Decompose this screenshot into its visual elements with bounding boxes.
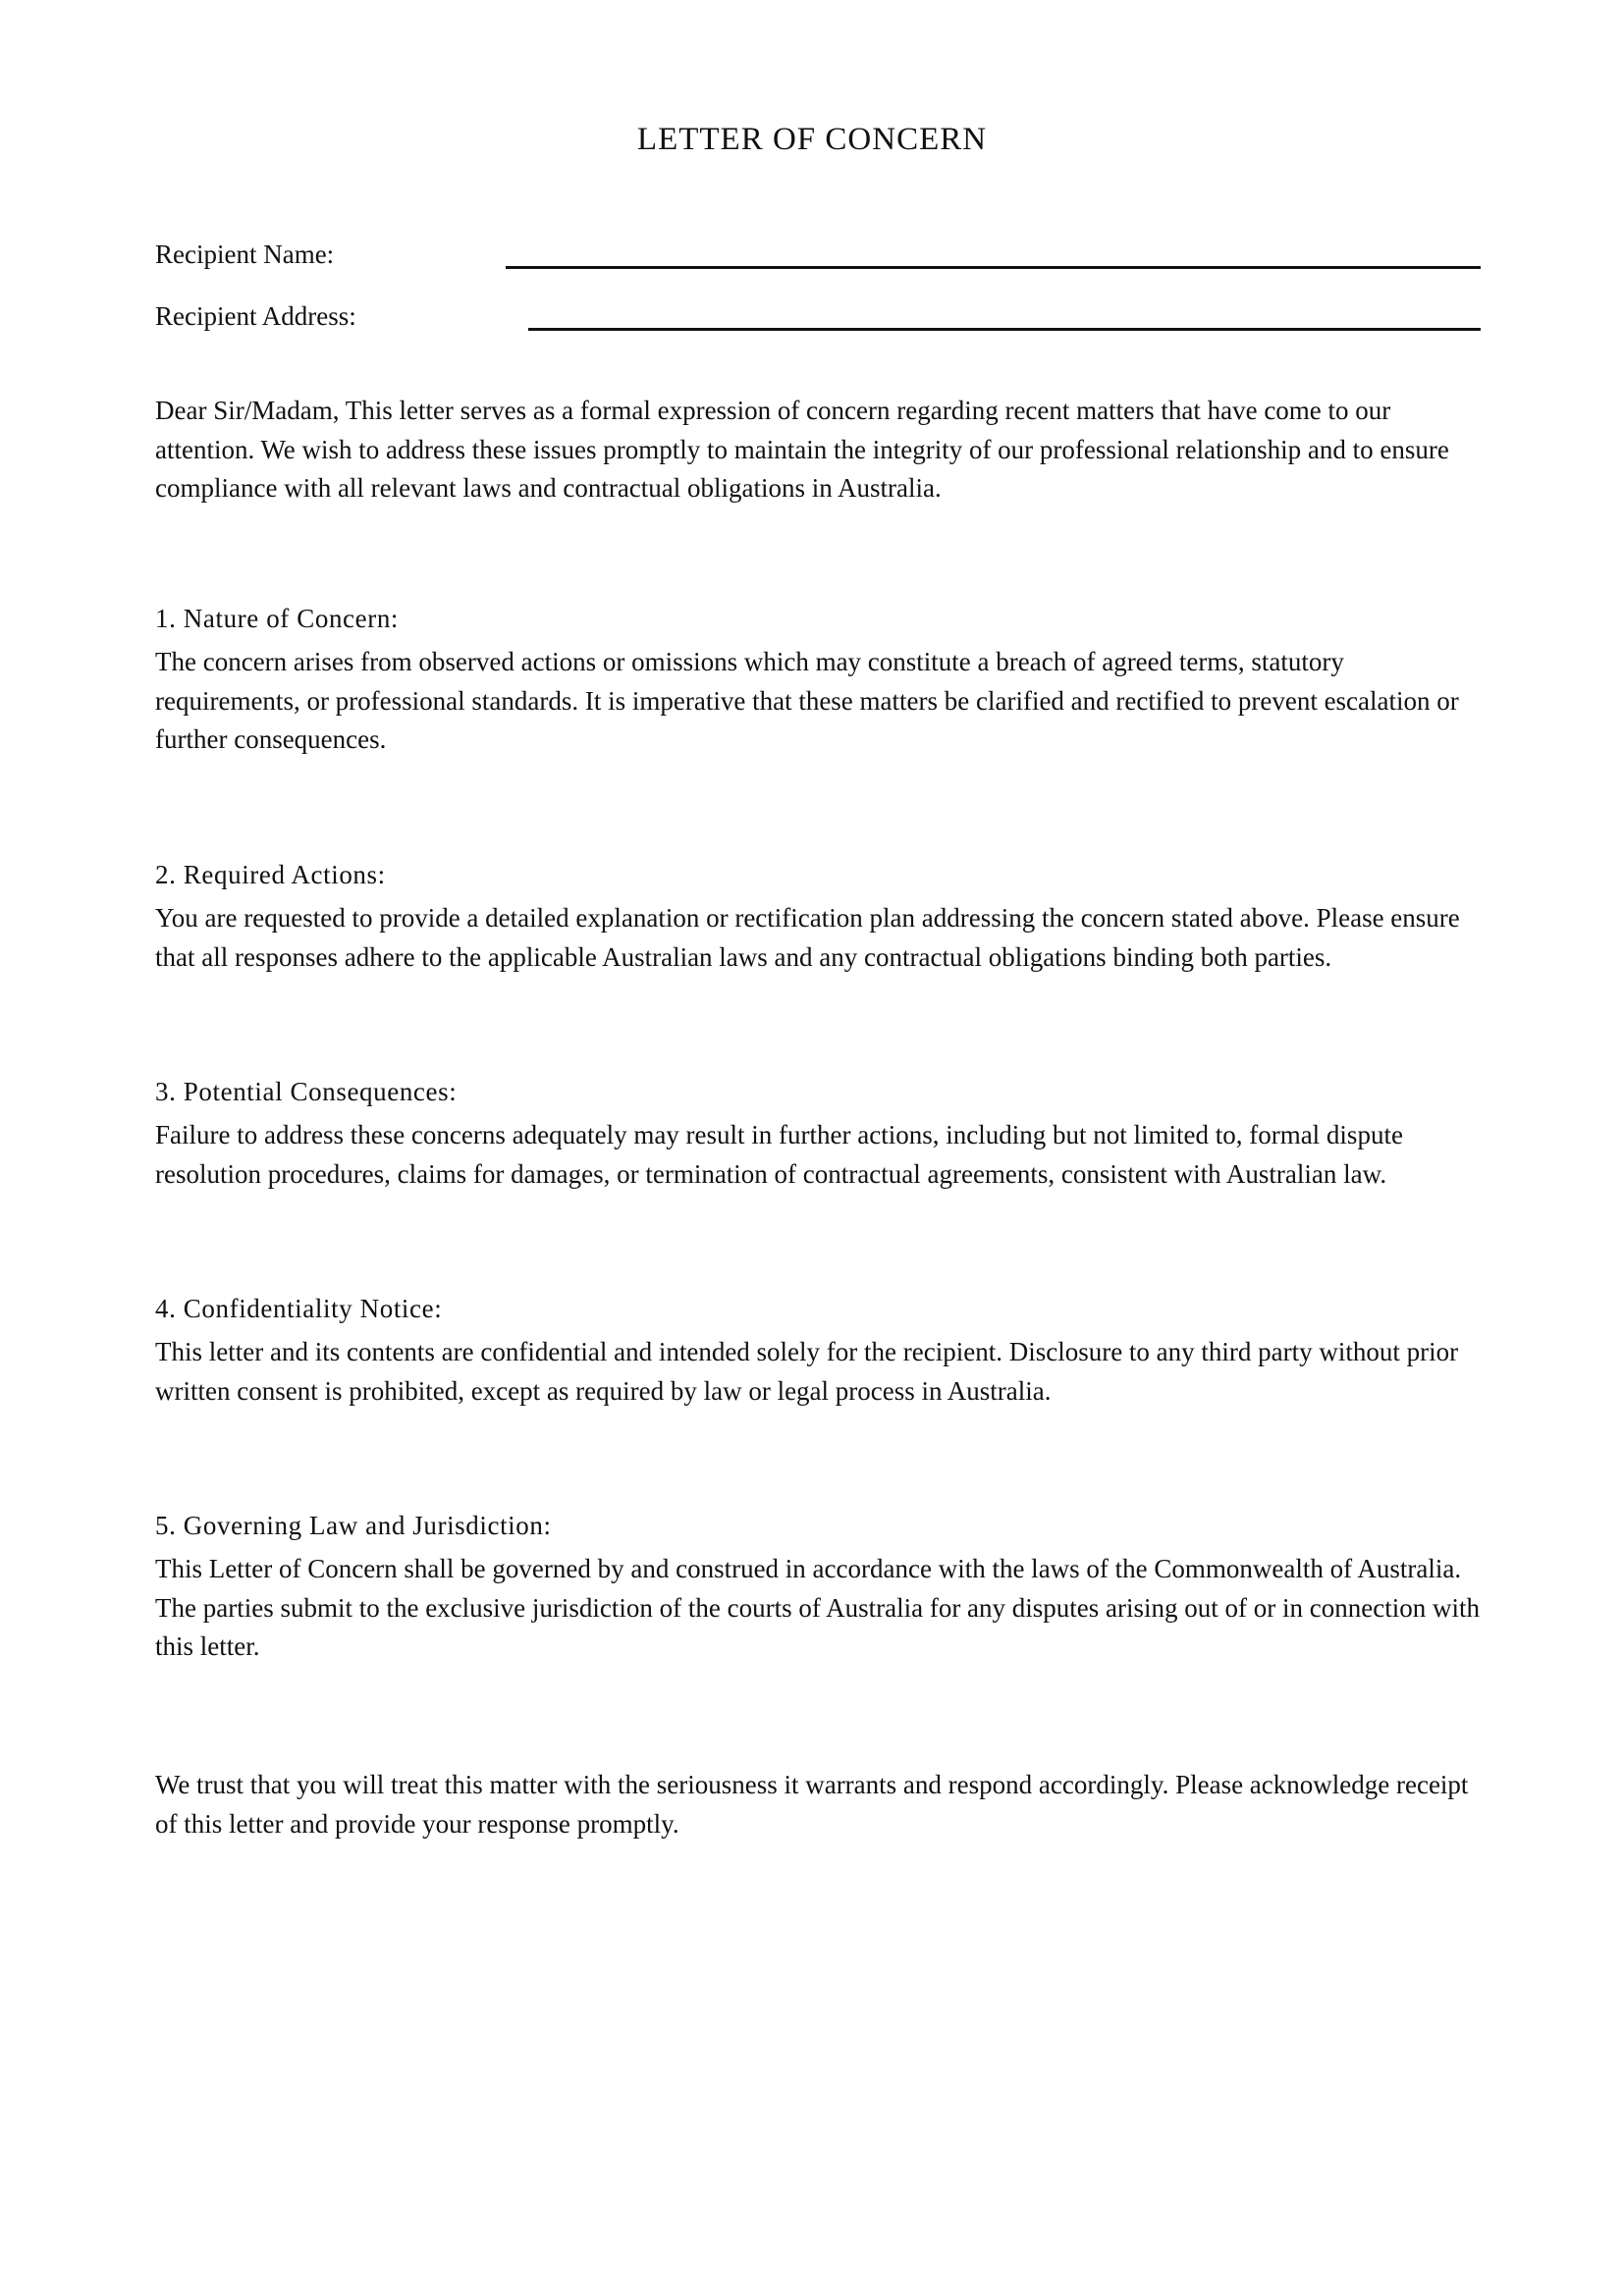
section-heading: 5. Governing Law and Jurisdiction: — [155, 1511, 552, 1540]
closing-block — [155, 1766, 1481, 1843]
intro-paragraph: Dear Sir/Madam, This letter serves as a formal expression of concern regarding recent matters that have come to our attention. We wish to address these issues promptly to maintain the integrity of our professional relationship and to ensure compliance with all relevant laws and contractual obligations in Australia. — [155, 396, 1449, 503]
section-governing-law — [155, 1508, 1481, 1667]
section-potential-consequences — [155, 1074, 1481, 1194]
section-body: The concern arises from observed actions or omissions which may constitute a breach of agreed terms, statutory requirements, or professional standards. It is imperative that these matters be clarified and rectified to prevent escalation or further consequences. — [155, 647, 1459, 754]
intro-block — [155, 392, 1481, 508]
section-required-actions — [155, 857, 1481, 977]
closing-paragraph: We trust that you will treat this matter with the seriousness it warrants and respond accordingly. Please acknowledge receipt of this letter and provide your response promptly. — [155, 1770, 1469, 1839]
page-title: LETTER OF CONCERN — [636, 122, 988, 157]
recipient-name-label: Recipient Name: — [155, 240, 335, 269]
recipient-name-field[interactable] — [506, 266, 1481, 269]
section-heading: 3. Potential Consequences: — [155, 1077, 458, 1106]
recipient-address-field[interactable] — [528, 328, 1481, 331]
section-nature-of-concern — [155, 601, 1481, 760]
section-confidentiality-notice — [155, 1291, 1481, 1411]
section-body: This letter and its contents are confidential and intended solely for the recipient. Disclosure to any third party without prior written consent is prohibited, except as required by law or legal process in Australia. — [155, 1337, 1459, 1406]
recipient-address-label: Recipient Address: — [155, 301, 356, 331]
recipient-name-row — [155, 237, 1481, 276]
section-heading: 1. Nature of Concern: — [155, 604, 400, 633]
section-body: This Letter of Concern shall be governed by and construed in accordance with the laws of the Commonwealth of Australia. The parties submit to the exclusive jurisdiction of the courts of Australia for any disputes arising out of or in connection with this letter. — [155, 1554, 1480, 1661]
section-body: You are requested to provide a detailed explanation or rectification plan addressing the concern stated above. Please ensure that all responses adhere to the applicable Australian laws and any contractual obligations binding both parties. — [155, 903, 1460, 972]
section-heading: 2. Required Actions: — [155, 860, 386, 889]
recipient-address-row — [155, 298, 1481, 338]
section-body: Failure to address these concerns adequately may result in further actions, including but not limited to, formal dispute resolution procedures, claims for damages, or termination of contractual agreements, consistent with Australian law. — [155, 1120, 1403, 1189]
section-heading: 4. Confidentiality Notice: — [155, 1294, 443, 1323]
